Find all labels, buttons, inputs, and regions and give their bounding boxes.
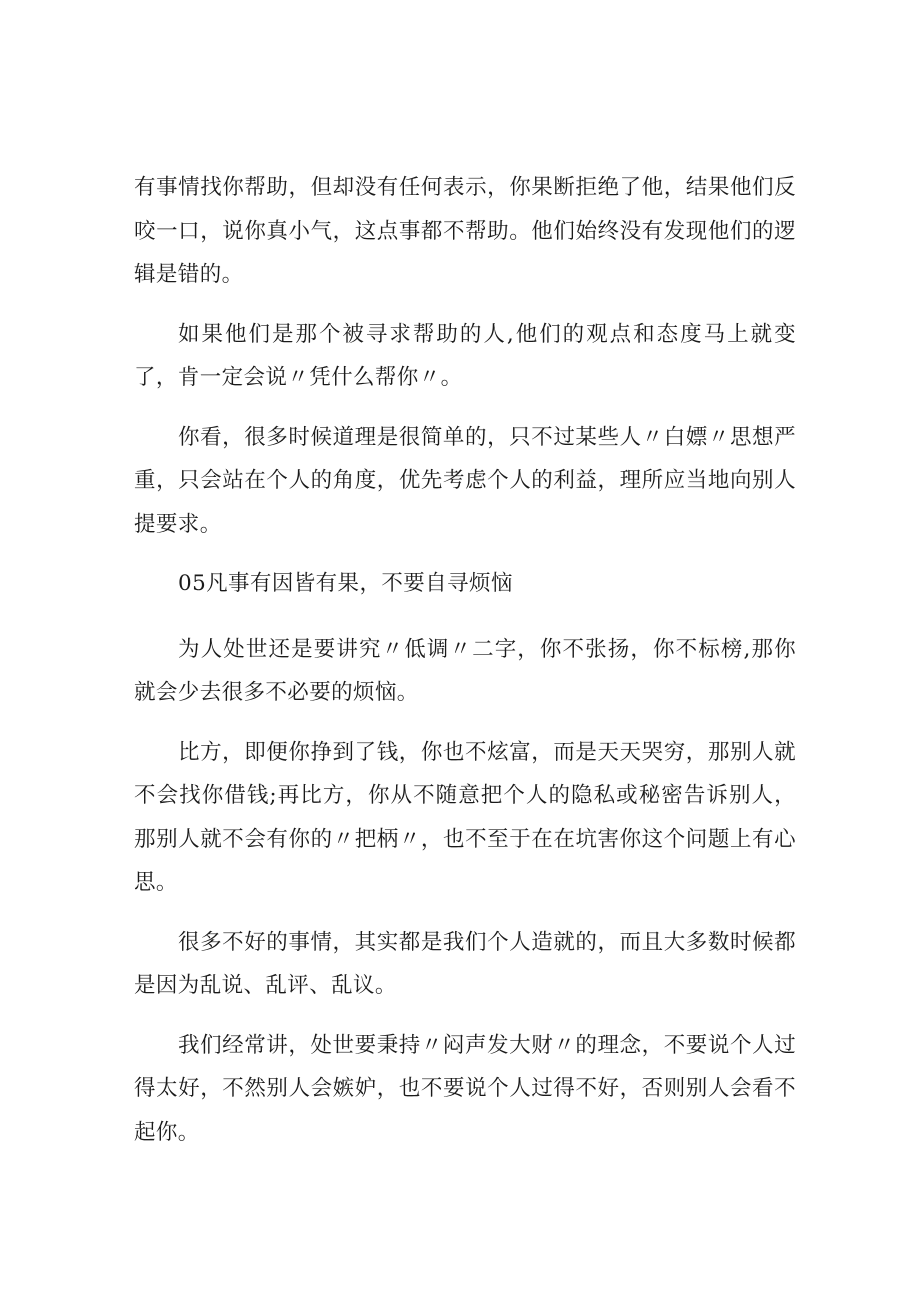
section-heading: 05凡事有因皆有果，不要自寻烦恼 [178, 571, 513, 596]
paragraph-5: 比方，即便你挣到了钱，你也不炫富，而是天天哭穷，那别人就不会找你借钱;再比方，你从不随意把个人的隐私或秘密告诉别人，那别人就不会有你的〃把柄〃，也不至于在在坑害你这个问题上有心思。 [134, 739, 796, 895]
paragraph-1: 有事情找你帮助，但却没有任何表示，你果断拒绝了他，结果他们反咬一口，说你真小气，这点事都不帮助。他们始终没有发现他们的逻辑是错的。 [134, 175, 796, 287]
paragraph-4: 为人处世还是要讲究〃低调〃二字，你不张扬，你不标榜,那你就会少去很多不必要的烦恼。 [134, 636, 796, 705]
paragraph-3: 你看，很多时候道理是很简单的，只不过某些人〃白嫖〃思想严重，只会站在个人的角度，优先考虑个人的利益，理所应当地向别人提要求。 [134, 424, 796, 537]
paragraph-7: 我们经常讲，处世要秉持〃闷声发大财〃的理念，不要说个人过得太好，不然别人会嫉妒，也不要说个人过得不好，否则别人会看不起你。 [134, 1032, 796, 1145]
paragraph-2: 如果他们是那个被寻求帮助的人,他们的观点和态度马上就变了，肯一定会说〃凭什么帮你〃。 [134, 321, 796, 390]
document-body [134, 166, 796, 1170]
paragraph-6: 很多不好的事情，其实都是我们个人造就的，而且大多数时候都是因为乱说、乱评、乱议。 [134, 929, 796, 998]
